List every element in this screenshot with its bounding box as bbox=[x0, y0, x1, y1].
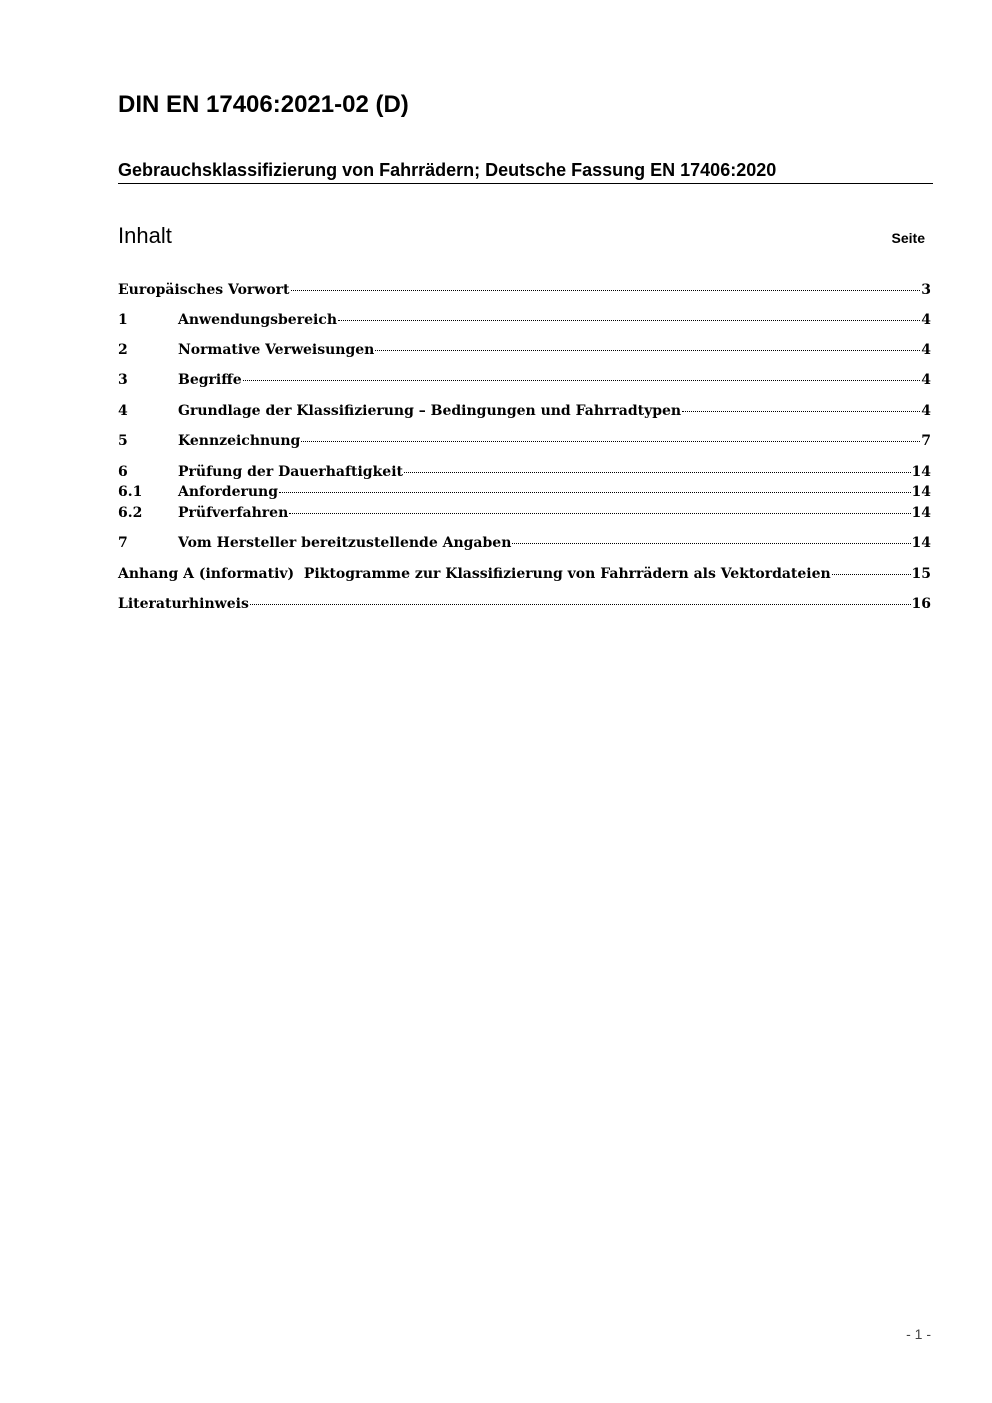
toc-dot-leader bbox=[338, 320, 920, 321]
toc-dot-leader bbox=[404, 472, 911, 473]
toc-page-column-label: Seite bbox=[891, 230, 925, 246]
toc-dot-leader bbox=[832, 574, 911, 575]
toc-entry-literaturhinweis[interactable] bbox=[118, 594, 931, 614]
toc-entry-label: Prüfung der Dauerhaftigkeit bbox=[178, 464, 403, 480]
toc-entry-page: 3 bbox=[921, 282, 931, 298]
toc-entry-europaeisches-vorwort[interactable] bbox=[118, 280, 931, 300]
toc-dot-leader bbox=[289, 513, 910, 514]
toc-dot-leader bbox=[375, 350, 920, 351]
toc-heading: Inhalt bbox=[118, 223, 172, 248]
toc-entry-label: Anwendungsbereich bbox=[178, 312, 337, 328]
toc-entry-label: Anhang A (informativ) Piktogramme zur Klassifizierung von Fahrrädern als Vektordateien bbox=[118, 566, 831, 582]
toc-entry-label: Literaturhinweis bbox=[118, 596, 249, 612]
toc-entry-anforderung[interactable] bbox=[118, 482, 931, 502]
toc-entry-normative-verweisungen[interactable] bbox=[118, 340, 931, 360]
toc-dot-leader bbox=[301, 441, 920, 442]
toc-dot-leader bbox=[291, 290, 921, 291]
toc-dot-leader bbox=[250, 604, 911, 605]
toc-entry-page: 4 bbox=[921, 312, 931, 328]
toc-entry-pruefung-der-dauerhaftigkeit[interactable] bbox=[118, 462, 931, 482]
toc-entry-number: 7 bbox=[118, 535, 128, 551]
toc-entry-label: Begriffe bbox=[178, 372, 242, 388]
toc-dot-leader bbox=[243, 380, 921, 381]
toc-entry-number: 6.1 bbox=[118, 484, 143, 500]
toc-entry-label: Prüfverfahren bbox=[178, 505, 289, 521]
toc-entry-page: 14 bbox=[911, 484, 931, 500]
toc-entry-page: 14 bbox=[911, 464, 931, 480]
toc-entry-number: 6 bbox=[118, 464, 128, 480]
toc-entry-page: 14 bbox=[911, 505, 931, 521]
toc-entry-anhang-a[interactable] bbox=[118, 564, 931, 584]
toc-entry-label: Normative Verweisungen bbox=[178, 342, 375, 358]
toc-entry-kennzeichnung[interactable] bbox=[118, 431, 931, 451]
toc-entry-page: 15 bbox=[911, 566, 931, 582]
toc-entry-page: 14 bbox=[911, 535, 931, 551]
toc-dot-leader bbox=[682, 411, 920, 412]
toc-entry-number: 5 bbox=[118, 433, 128, 449]
toc-entry-pruefverfahren[interactable] bbox=[118, 503, 931, 523]
toc-entry-label: Kennzeichnung bbox=[178, 433, 301, 449]
toc-entry-page: 4 bbox=[921, 372, 931, 388]
page-number: - 1 - bbox=[906, 1326, 931, 1342]
toc-entry-label: Europäisches Vorwort bbox=[118, 282, 290, 298]
toc-entry-label: Grundlage der Klassifizierung – Bedingungen und Fahrradtypen bbox=[178, 403, 682, 419]
toc-entry-number: 6.2 bbox=[118, 505, 143, 521]
document-title: DIN EN 17406:2021-02 (D) bbox=[118, 91, 409, 118]
toc-entry-label: Vom Hersteller bereitzustellende Angaben bbox=[178, 535, 512, 551]
toc-entry-page: 16 bbox=[911, 596, 931, 612]
toc-entry-herstellerangaben[interactable] bbox=[118, 533, 931, 553]
toc-entry-number: 1 bbox=[118, 312, 128, 328]
toc-dot-leader bbox=[279, 492, 911, 493]
toc-entry-label: Anforderung bbox=[178, 484, 278, 500]
toc-entry-number: 4 bbox=[118, 403, 128, 419]
toc-entry-anwendungsbereich[interactable] bbox=[118, 310, 931, 330]
toc-entry-page: 4 bbox=[921, 403, 931, 419]
toc-entry-grundlage-der-klassifizierung[interactable] bbox=[118, 401, 931, 421]
table-of-contents bbox=[118, 0, 931, 700]
document-subtitle: Gebrauchsklassifizierung von Fahrrädern; Deutsche Fassung EN 17406:2020 bbox=[118, 159, 933, 184]
toc-entry-page: 7 bbox=[921, 433, 931, 449]
toc-dot-leader bbox=[512, 543, 910, 544]
toc-entry-begriffe[interactable] bbox=[118, 370, 931, 390]
toc-entry-page: 4 bbox=[921, 342, 931, 358]
toc-entry-number: 2 bbox=[118, 342, 128, 358]
toc-entry-number: 3 bbox=[118, 372, 128, 388]
